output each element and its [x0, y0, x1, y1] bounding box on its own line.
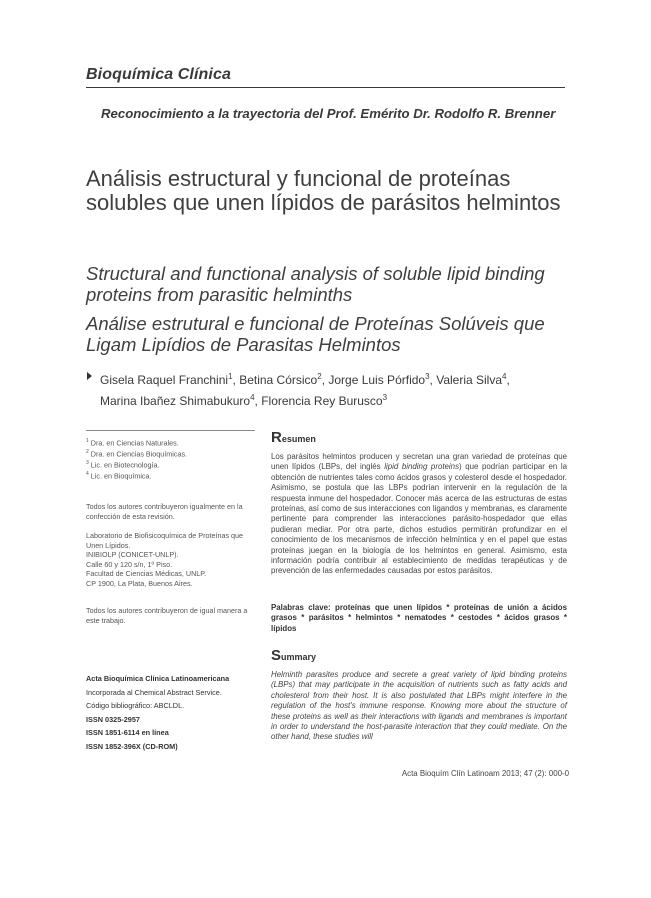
footnote: $^4$ Lic. en Bioquímica. — [86, 470, 152, 481]
affiliation-line: Calle 60 y 120 s/n, 1º Piso. — [86, 559, 173, 569]
summary-heading: Summary — [271, 647, 317, 664]
issn-print: ISSN 0325-2957 — [86, 714, 140, 724]
journal-indexing: Incorporada al Chemical Abstract Service. — [86, 687, 222, 697]
affiliation-line: Laboratorio de Biofisicoquímica de Proteínas que — [86, 531, 244, 540]
authors-arrow-icon — [87, 372, 92, 380]
author-name: Valeria Silva — [436, 373, 503, 387]
affiliation-block — [86, 531, 261, 589]
author-affiliation: 2 — [317, 372, 322, 381]
title-english: Structural and functional analysis of soluble lipid binding proteins from parasitic helminths — [86, 263, 545, 305]
author-affiliation: 1 — [228, 372, 233, 381]
author-name: Florencia Rey Burusco — [261, 394, 383, 408]
footnote: $^2$ Dra. en Ciencias Bioquímicas. — [86, 448, 188, 459]
journal-name: Acta Bioquímica Clínica Latinoamericana — [86, 674, 230, 683]
author-affiliation: 3 — [425, 372, 430, 381]
journal-info — [86, 672, 266, 754]
page-citation: Acta Bioquím Clín Latinoam 2013; 47 (2): 000-0 — [401, 769, 569, 778]
issn-online: ISSN 1851-6114 en línea — [86, 728, 169, 738]
author-affiliation: 4 — [502, 372, 507, 381]
author-name: Betina Córsico — [239, 373, 318, 387]
affiliation-line: INIBIOLP (CONICET-UNLP). — [86, 550, 179, 560]
author-affiliation: 3 — [382, 393, 388, 402]
author-list: Gisela Raquel Franchini$^1$, Betina Córsico$^2$, Jorge Luis Pórfido$^3$, Valeria Silva$^4$, Marina Ibañez Shimabukuro$^4$, Florencia Rey Burusco$^3$ — [100, 372, 510, 408]
author-affiliation: 4 — [250, 393, 255, 402]
footnote: $^3$ Lic. en Biotecnología. — [86, 459, 160, 470]
footnote-divider — [86, 430, 255, 431]
author-name: Jorge Luis Pórfido — [328, 373, 426, 387]
affiliation-line: Unen Lípidos. — [86, 540, 131, 550]
journal-code: Código bibliográfico: ABCLDL. — [86, 701, 185, 711]
title-portuguese: Análise estrutural e funcional de Proteínas Solúveis que Ligam Lipídios de Parasitas Helmintos — [86, 313, 545, 355]
contribution-note-2: Todos los autores contribuyeron de igual manera a este trabajo. — [86, 606, 248, 625]
contribution-note: Todos los autores contribuyeron igualmente en la confección de esta revisión. — [86, 502, 243, 521]
keywords: Palabras clave: proteínas que unen lípidos * proteínas de unión a ácidos grasos * parásitos * helmintos * nematodes * cestodes * ácidos grasos * lípidos — [271, 603, 567, 633]
footnote: $^1$ Dra. en Ciencias Naturales. — [86, 438, 179, 448]
title-spanish: Análisis estructural y funcional de proteínas solubles que unen lípidos de parásitos helmintos — [86, 166, 561, 215]
issn-cdrom: ISSN 1852-396X (CD-ROM) — [86, 741, 178, 751]
affiliation-line: CP 1900, La Plata, Buenos Aires. — [86, 578, 193, 588]
footnotes — [86, 437, 261, 481]
affiliation-line: Facultad de Ciencias Médicas, UNLP. — [86, 569, 207, 579]
recognition-subtitle: Reconocimiento a la trayectoria del Prof. Emérito Dr. Rodolfo R. Brenner — [101, 106, 556, 121]
summary-text: Helminth parasites produce and secrete a great variety of lipid binding proteins (LBPs) that may participate in the acquisition of nutrients such as fatty acids and cholesterol from their host. It is also postulated that LBPs might interfere in the regulation of the host's immune response. Knowing more about the structure of these proteins as well as their interactions with ligands and membranes is important in order to understand the host-parasite interaction that they could mediate. On the other hand, these studies will — [271, 670, 567, 742]
author-name: Marina Ibañez Shimabukuro — [100, 394, 251, 408]
header-divider — [86, 87, 565, 88]
resumen-text: Los parásitos helmintos producen y secretan una gran variedad de proteínas que unen lípidos (LBPs, del inglés lipid binding proteins) que podrían participar en la obtención de nutrientes tales como ácidos grasos y colesterol desde el hospedador. Asimismo, se postula que las LBPs podrían intervenir en la regulación de la respuesta inmune del hospedador. Conocer más acerca de las estructuras de estas proteínas, así como de sus interacciones con ligandos y membranas, es claramente pertinente para comprender las interacciones parásito-hospedador que ellas pudieran mediar. Por otra parte, dichos estudios permitirán profundizar en el conocimiento de los mecanismos de infección helmíntica y en el papel que estas proteínas juegan en la biología de los helmintos en general. Asimismo, esta información podría contribuir al establecimiento de medidas terapéuticas y de prevención de las enfermedades causadas por estos parásitos. — [271, 452, 567, 576]
resumen-heading: Resumen — [271, 429, 316, 446]
section-title: Bioquímica Clínica — [86, 66, 231, 83]
author-name: Gisela Raquel Franchini — [100, 373, 229, 387]
